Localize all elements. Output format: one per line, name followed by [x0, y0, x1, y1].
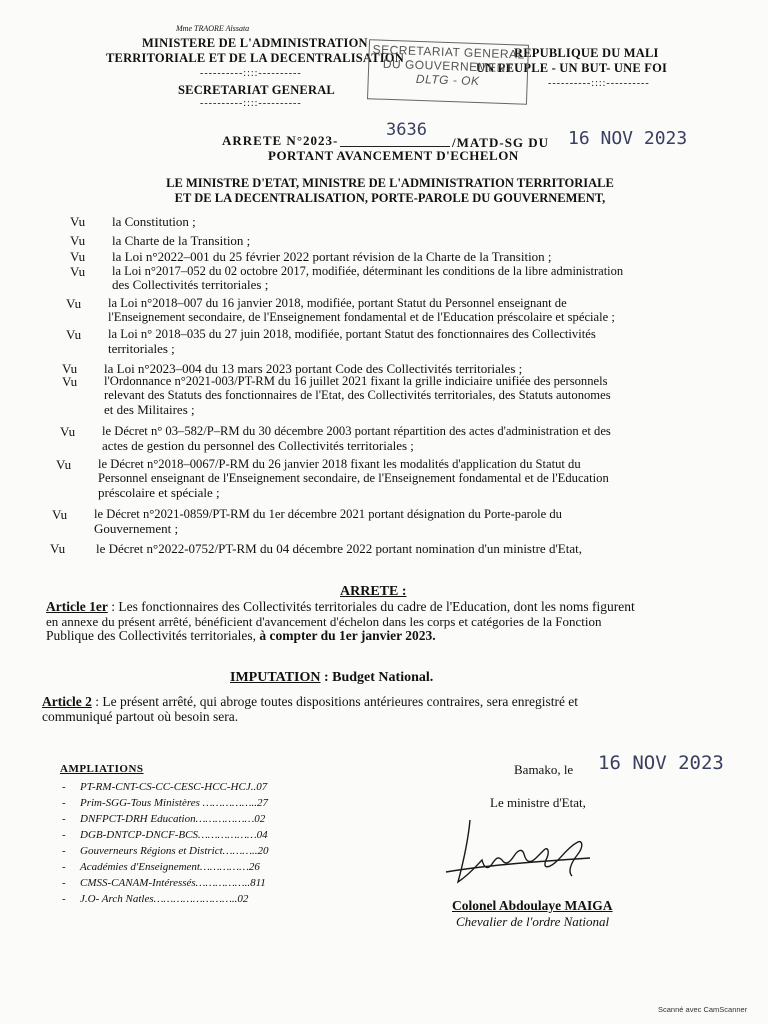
ministry-line-2: TERRITORIALE ET DE LA DECENTRALISATION [106, 51, 404, 65]
vu-label: Vu [62, 361, 78, 376]
arrete-heading: ARRETE : [340, 584, 407, 599]
visa-item [50, 542, 750, 556]
ampliation-label: J.O- Arch Natles……………………..02 [80, 893, 249, 905]
vu-label: Vu [70, 264, 86, 279]
ampliation-label: PT-RM-CNT-CS-CC-CESC-HCC-HCJ..07 [80, 781, 268, 793]
vu-label: Vu [70, 249, 86, 264]
vu-label: Vu [52, 507, 68, 522]
author-initials: Mme TRAORE Aïssata [176, 24, 250, 33]
ampliation-item [62, 829, 268, 841]
minister-title-line-2: ET DE LA DECENTRALISATION, PORTE-PAROLE DU GOUVERNEMENT, [174, 191, 606, 205]
republic-motto: UN PEUPLE - UN BUT- UNE FOI [476, 61, 668, 75]
article-1-label: Article 1er [46, 599, 108, 614]
vu-label: Vu [70, 233, 86, 248]
visa-text: la Charte de la Transition ; [112, 233, 251, 248]
vu-label: Vu [62, 374, 78, 389]
visa-text: la Constitution ; [112, 214, 196, 229]
visa-item [70, 215, 710, 229]
signature-place: Bamako, le [514, 762, 574, 777]
minister-title-line-1: LE MINISTRE D'ETAT, MINISTRE DE L'ADMINISTRATION TERRITORIALE [166, 176, 614, 190]
list-dash: - [62, 797, 66, 809]
list-dash: - [62, 877, 66, 889]
visa-item [70, 265, 750, 293]
article-2 [42, 695, 722, 724]
minister-title [100, 176, 680, 206]
ampliations-title: AMPLIATIONS [60, 763, 144, 775]
vu-label: Vu [56, 457, 72, 472]
imputation [230, 670, 433, 686]
ampliation-label: DNFPCT-DRH Education………………02 [80, 813, 266, 825]
number-underline [340, 146, 450, 147]
visa-item [60, 425, 750, 453]
secretariat-general: SECRETARIAT GENERAL [178, 83, 335, 97]
list-dash: - [62, 861, 66, 873]
government-stamp [367, 39, 529, 105]
ampliation-item [62, 813, 265, 825]
imputation-label: IMPUTATION [230, 670, 321, 685]
visa-item [66, 328, 746, 356]
visa-text: le Décret n° 03–582/P–RM du 30 décembre 2003 portant répartition des actes d'administration et des [102, 424, 611, 438]
article-2-label: Article 2 [42, 694, 92, 709]
vu-label: Vu [66, 327, 82, 342]
visa-text: la Loi n° 2018–035 du 27 juin 2018, modifiée, portant Statut des fonctionnaires des Collectivités [108, 327, 596, 341]
decree-number: 3636 [386, 120, 427, 140]
vu-label: Vu [50, 541, 66, 556]
article-1-effective-date: à compter du 1er janvier 2023. [259, 628, 436, 643]
visa-item [52, 508, 752, 536]
visa-item [66, 297, 746, 325]
ampliation-label: DGB-DNTCP-DNCF-BCS………………04 [80, 829, 268, 841]
vu-label: Vu [66, 296, 82, 311]
signature-date: 16 NOV 2023 [598, 752, 724, 774]
stamp-line-3: DLTG - OK [415, 71, 480, 89]
ampliation-label: CMSS-CANAM-Intéressés……………..811 [80, 877, 266, 889]
scanner-watermark: Scanné avec CamScanner [658, 1005, 748, 1014]
visa-text: la Loi n°2023–004 du 13 mars 2023 portant Code des Collectivités territoriales ; [104, 361, 523, 376]
visa-text: le Décret n°2022-0752/PT-RM du 04 décembre 2022 portant nomination d'un ministre d'Etat, [96, 541, 582, 556]
ampliation-item [62, 877, 266, 889]
visa-text: le Décret n°2018–0067/P-RM du 26 janvier 2018 fixant les modalités d'application du Statut du [98, 457, 581, 471]
visa-text: la Loi n°2022–001 du 25 février 2022 portant révision de la Charte de la Transition ; [112, 249, 552, 264]
visa-text: la Loi n°2017–052 du 02 octobre 2017, modifiée, déterminant les conditions de la libre administration [112, 264, 624, 278]
decree-subject: PORTANT AVANCEMENT D'ECHELON [268, 148, 519, 163]
visa-text-continued: Gouvernement ; [94, 521, 179, 536]
list-dash: - [62, 813, 66, 825]
vu-label: Vu [60, 424, 76, 439]
visa-text: la Loi n°2018–007 du 16 janvier 2018, modifiée, portant Statut du Personnel enseignant de [108, 296, 567, 310]
visa-text-continued: relevant des Statuts des fonctionnaires de l'Etat, des Collectivités territoriales, des Statuts autonomes [104, 388, 611, 402]
ampliation-label: Gouverneurs Régions et District………..20 [80, 845, 269, 857]
visa-text-continued: territoriales ; [108, 341, 175, 356]
list-dash: - [62, 829, 66, 841]
visa-text: l'Ordonnance n°2021-003/PT-RM du 16 juillet 2021 fixant la grille indiciaire unifiée des personnels [104, 374, 608, 388]
ampliation-item [62, 893, 248, 905]
visa-text-continued: Personnel enseignant de l'Enseignement secondaire, de l'Enseignement fondamental et de l'Education [98, 471, 609, 485]
signatory-name: Colonel Abdoulaye MAIGA [452, 898, 613, 913]
ampliation-item [62, 845, 269, 857]
visa-text-continued: l'Enseignement secondaire, de l'Enseignement fondamental et de l'Education préscolaire et spéciale ; [108, 310, 615, 324]
imputation-text: : Budget National. [320, 670, 434, 685]
article-1-text-continued: Publique des Collectivités territoriales, [46, 628, 260, 643]
visa-text-continued: actes de gestion du personnel des Collectivités territoriales ; [102, 438, 414, 453]
visa-item [56, 458, 756, 500]
visa-item [70, 250, 730, 264]
visa-item [70, 234, 710, 248]
decree-prefix: ARRETE N°2023- [222, 133, 339, 148]
article-1-text: : Les fonctionnaires des Collectivités territoriales du cadre de l'Education, dont les noms figurent [107, 599, 635, 614]
visa-text-continued: préscolaire et spéciale ; [98, 485, 220, 500]
visa-text: le Décret n°2021-0859/PT-RM du 1er décembre 2021 portant désignation du Porte-parole du [94, 507, 562, 521]
visa-text-continued: des Collectivités territoriales ; [112, 277, 269, 292]
decree-date: 16 NOV 2023 [568, 128, 688, 149]
ampliation-item [62, 781, 267, 793]
visa-item [62, 375, 752, 417]
ampliation-item [62, 797, 268, 809]
ministry-line-1: MINISTERE DE L'ADMINISTRATION [142, 36, 368, 50]
handwritten-signature [440, 812, 610, 892]
vu-label: Vu [70, 214, 86, 229]
ampliation-label: Prim-SGG-Tous Ministères ……………..27 [80, 797, 269, 809]
separator: ----------::::---------- [200, 98, 302, 109]
separator: ----------::::---------- [548, 78, 650, 89]
signatory-distinction: Chevalier de l'ordre National [456, 914, 610, 929]
article-2-text: : Le présent arrêté, qui abroge toutes dispositions antérieures contraires, sera enregistré et [91, 694, 579, 709]
article-1 [46, 600, 726, 644]
separator: ----------::::---------- [200, 68, 302, 79]
stamp-line-1: SECRETARIAT GENERAL [372, 42, 525, 62]
article-2-text-continued: communiqué partout où besoin sera. [42, 708, 239, 724]
stamp-line-2: DU GOUVERNEMENT [382, 56, 514, 76]
list-dash: - [62, 781, 66, 793]
decree-suffix: /MATD-SG DU [452, 135, 550, 150]
signature-title: Le ministre d'Etat, [490, 795, 586, 810]
ampliation-item [62, 861, 260, 873]
ampliation-label: Académies d'Enseignement……………26 [80, 861, 260, 873]
article-1-text-continued: en annexe du présent arrêté, bénéficient d'avancement d'échelon dans les corps et catégories de la Fonction [46, 613, 602, 629]
list-dash: - [62, 893, 66, 905]
visa-text-continued: et des Militaires ; [104, 402, 195, 417]
republic-name: REPUBLIQUE DU MALI [514, 46, 659, 60]
list-dash: - [62, 845, 66, 857]
